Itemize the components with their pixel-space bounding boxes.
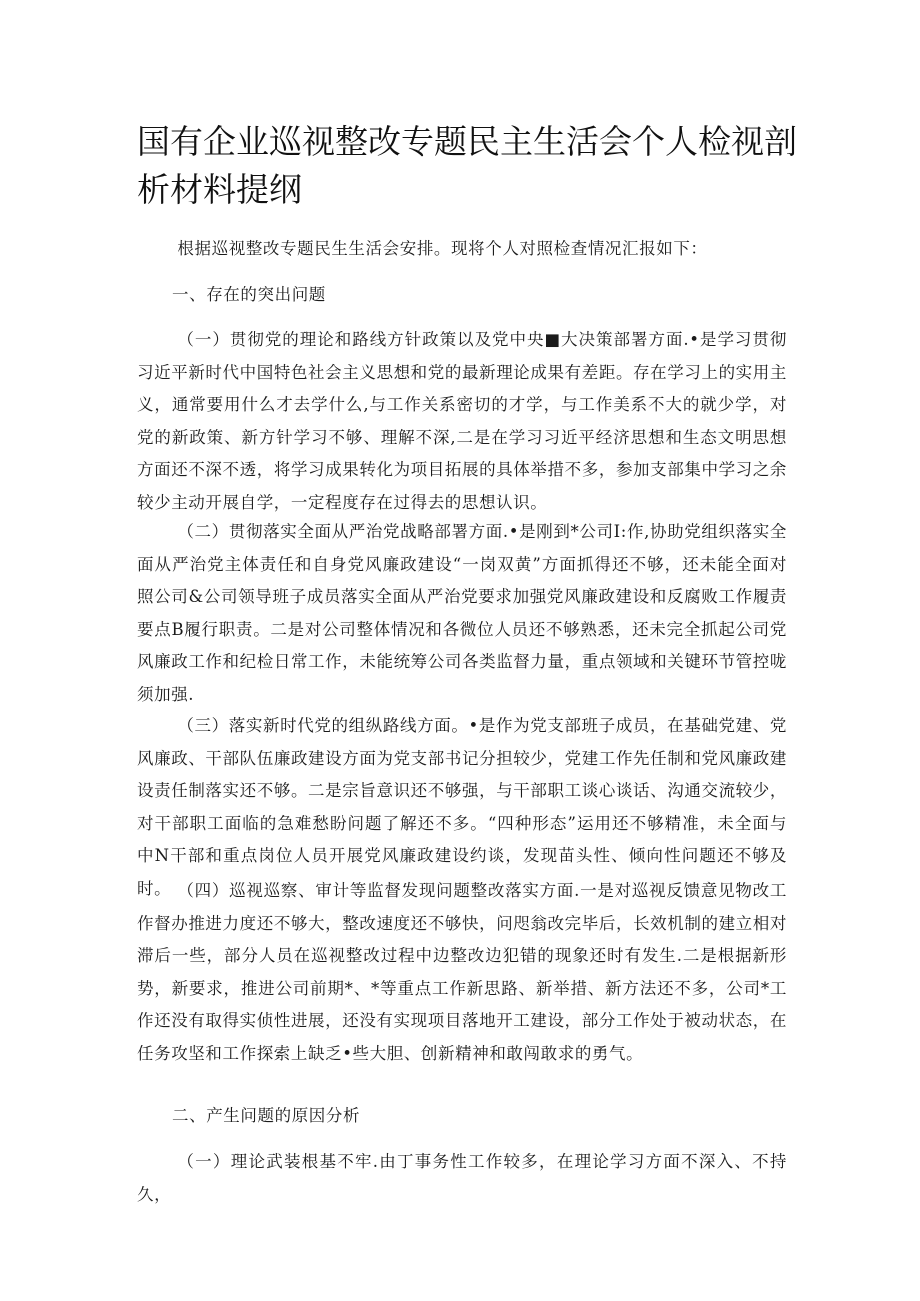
document-title: 国有企业巡视整改专题民主生活会个人检视剖析材料提纲 bbox=[137, 122, 797, 209]
section-heading-causes: 二、产生问题的原因分析 bbox=[172, 1106, 361, 1125]
intro-paragraph: 根据巡视整改专题民生生活会安排。现将个人对照检查情况汇报如下： bbox=[177, 239, 708, 258]
paragraph-theory-foundation: （一）理论武装根基不牢.由丁事务性工作较多，在理论学习方面不深入、不持久， bbox=[137, 1152, 787, 1204]
paragraph-theory-policy: （一）贯彻党的理论和路线方针政策以及党中央■大决策部署方面.•是学习贯彻习近平新时代中国特色社会主义思想和党的最新理论成果有差距。存在学习上的实用主义，通常要用什么才去学什么,与工作关系密切的才学，与工作美系不大的就少学，对党的新政策、新方针学习不够、理解不深,二是在学习习近平经济思想和生态文明思想方面还不深不透，将学习成果转化为项目拓展的具体举措不多，参加支部集中学习之余较少主动开展自学，一定程度存在过得去的思想认识。 bbox=[137, 330, 787, 512]
paragraph-party-discipline: （二）贯彻落实全面从严治党战略部署方面.•是刚到*公司I:作,协助党组织落实全面从严治党主体责任和自身党风廉政建设“一岗双黄”方面抓得还不够，还未能全面对照公司&公司领导班子成员落实全面从严治党要求加强党风廉政建设和反腐败工作履责要点B履行职责。二是对公司整体情况和各微位人员还不够熟悉，还未完全抓起公司党风廉政工作和纪检日常工作，未能统筹公司各类监督力量，重点领域和关键环节管控咙须加强. bbox=[137, 522, 787, 704]
paragraph-organizational-line: （三）落实新时代党的组纵路线方面。•是作为党支部班子成员，在基础党建、党风廉政、干部队伍廉政建设方面为党支部书记分担较少，党建工作先任制和党风廉政建设责任制落实还不够。二是宗旨意识还不够强，与干部职工谈心谈话、沟通交流较少，对干部职工面临的急难愁盼问题了解还不多。“四种形态”运用还不够精准，未全面与中N干部和重点岗位人员开展党风廉政建设约谈，发现苗头性、倾向性问题还不够及时。 bbox=[137, 716, 787, 898]
paragraph-inspection-rectification: （四）巡视巡察、审计等监督发现问题整改落实方面.一是对巡视反馈意见物改工作督办推进力度还不够大，整改速度还不够快，问咫翁改完毕后，长效机制的建立相对滞后一些，部分人员在巡视整改过程中边整改边犯错的现象还时有发生.二是根据新形势，新要求，推进公司前期*、*等重点工作新思路、新举措、新方法还不多，公司*工作还没有取得实侦性进展，还没有实现项目落地开工建设，部分工作处于被动状态，在任务攻坚和工作探索上缺乏•些大胆、创新精神和敢闯敢求的勇气。 bbox=[137, 881, 787, 1063]
section-heading-problems: 一、存在的突出问题 bbox=[172, 285, 326, 304]
